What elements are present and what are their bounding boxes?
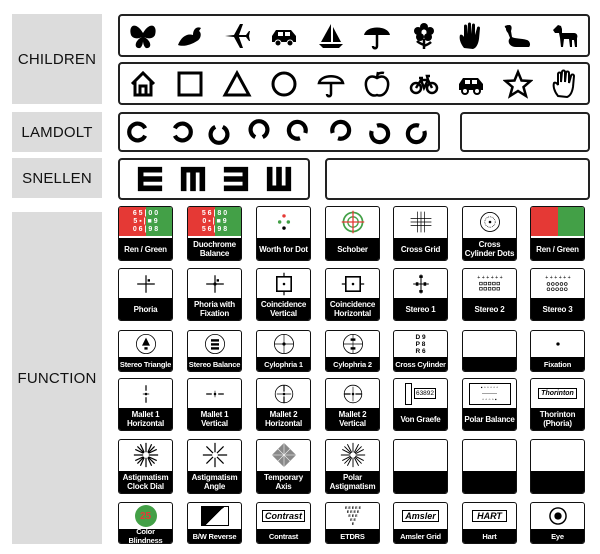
function-card-cylophria-1[interactable] xyxy=(256,330,311,372)
square-icon[interactable] xyxy=(175,69,205,99)
card-label xyxy=(463,357,516,371)
landolt-c-icon[interactable] xyxy=(126,118,154,146)
snellen-3-icon[interactable] xyxy=(222,165,250,193)
svg-text:E E E E E: E E E E E xyxy=(344,505,361,510)
card-pictogram xyxy=(188,269,241,298)
card-label: Temporary Axis xyxy=(257,471,310,493)
svg-text:E: E xyxy=(351,521,354,526)
card-pictogram xyxy=(394,503,447,529)
cross-cylinder-letters: D 9 P 8 R 6 xyxy=(415,333,426,355)
card-pictogram xyxy=(257,503,310,529)
card-label: Von Graefe xyxy=(394,408,447,430)
hart-word: HART xyxy=(472,510,507,522)
children-row-2 xyxy=(118,62,590,105)
card-label: Cross Cylinder Dots xyxy=(464,240,515,258)
landolt-c-icon[interactable] xyxy=(166,118,194,146)
function-card-eye[interactable] xyxy=(530,502,585,544)
landolt-c-icon[interactable] xyxy=(404,118,432,146)
category-function-label: FUNCTION xyxy=(17,369,97,387)
category-function xyxy=(12,212,102,544)
card-label xyxy=(463,471,516,493)
card-pictogram xyxy=(119,379,172,408)
card-pictogram xyxy=(119,269,172,298)
card-pictogram xyxy=(531,440,584,469)
card-label: Astigmatism Angle xyxy=(188,471,241,493)
function-card-polar-balance[interactable] xyxy=(462,378,517,431)
snellen-m-icon[interactable] xyxy=(179,165,207,193)
function-card-b-w-reverse[interactable] xyxy=(187,502,242,544)
function-card-empty[interactable] xyxy=(462,330,517,372)
card-pictogram xyxy=(257,269,310,298)
function-card-empty[interactable] xyxy=(462,439,517,494)
function-card-schober[interactable] xyxy=(325,206,380,261)
function-card-stereo-triangle[interactable] xyxy=(118,330,173,372)
card-label xyxy=(531,471,584,493)
card-label: B/W Reverse xyxy=(188,529,241,543)
hand-icon[interactable] xyxy=(456,21,486,51)
card-label: Stereo 3 xyxy=(531,298,584,320)
apple-icon[interactable] xyxy=(362,69,392,99)
function-card-amsler-grid[interactable] xyxy=(393,502,448,544)
swan-icon[interactable] xyxy=(503,21,533,51)
card-label: Worth for Dot xyxy=(257,238,310,260)
card-pictogram xyxy=(531,331,584,357)
von-graefe-digits: 63892 xyxy=(415,390,435,397)
amsler-word: Amsler xyxy=(402,510,439,522)
card-label: Contrast xyxy=(257,529,310,543)
card-pictogram xyxy=(326,503,379,529)
umbrella-icon[interactable] xyxy=(362,21,392,51)
card-label: Fixation xyxy=(531,357,584,371)
card-pictogram xyxy=(188,379,241,408)
function-card-stereo-2[interactable] xyxy=(462,268,517,321)
card-pictogram xyxy=(257,331,310,357)
svg-text:E E E: E E E xyxy=(347,513,358,518)
card-label: Mallet 2 Horizontal xyxy=(257,408,310,430)
card-label: Duochrome Balance xyxy=(188,238,241,260)
function-card-mallet-1-vertical[interactable] xyxy=(187,378,242,431)
sailboat-icon[interactable] xyxy=(316,21,346,51)
umbrella-outline-icon[interactable] xyxy=(316,69,346,99)
card-pictogram xyxy=(119,503,172,529)
card-label: Eye xyxy=(531,529,584,543)
category-children xyxy=(12,14,102,104)
function-card-stereo-1[interactable] xyxy=(393,268,448,321)
function-card-contrast[interactable] xyxy=(256,502,311,544)
card-label: Mallet 1 Horizontal xyxy=(119,408,172,430)
card-label: Amsler Grid xyxy=(394,529,447,543)
card-label: Stereo 2 xyxy=(463,298,516,320)
snellen-empty-slot[interactable] xyxy=(325,158,590,200)
function-card-phoria-with-fixation[interactable] xyxy=(187,268,242,321)
star-icon[interactable] xyxy=(503,69,533,99)
thorinton-word: Thorinton xyxy=(538,388,577,399)
card-pictogram xyxy=(463,440,516,469)
category-landolt-label: LAMDOLT xyxy=(21,123,93,141)
card-pictogram: ▪ ▫ ▫ ▫ ▫ ▫ ——— ▫ ▫ ▫ ▫ ▪ xyxy=(463,379,516,408)
card-pictogram xyxy=(326,207,379,236)
function-card-color-blindness[interactable] xyxy=(118,502,173,544)
card-label: Stereo 1 xyxy=(394,298,447,320)
card-pictogram xyxy=(326,440,379,469)
card-pictogram xyxy=(463,331,516,357)
landolt-c-icon[interactable] xyxy=(285,118,313,146)
card-label: Cylophria 2 xyxy=(326,357,379,371)
card-pictogram xyxy=(119,440,172,469)
card-pictogram xyxy=(119,331,172,357)
card-label: Mallet 1 Vertical xyxy=(188,408,241,430)
card-label: Coincidence Horizontal xyxy=(326,298,379,320)
svg-text:+ + + + + +: + + + + + + xyxy=(544,274,571,281)
function-card-etdrs[interactable] xyxy=(325,502,380,544)
card-pictogram xyxy=(188,440,241,469)
card-label: ETDRS xyxy=(326,529,379,543)
function-card-cross-grid[interactable] xyxy=(393,206,448,261)
function-card-cross-cylinder-dots[interactable] xyxy=(462,206,517,261)
card-label: Polar Balance xyxy=(463,408,516,430)
function-card-phoria[interactable] xyxy=(118,268,173,321)
category-snellen xyxy=(12,158,102,198)
function-card-coincidence-horizontal[interactable] xyxy=(325,268,380,321)
card-pictogram xyxy=(394,331,447,357)
card-pictogram xyxy=(394,379,447,408)
card-pictogram xyxy=(394,269,447,298)
card-pictogram xyxy=(463,269,516,298)
landolt-c-icon[interactable] xyxy=(205,118,233,146)
card-label: Stereo Balance xyxy=(188,357,241,371)
card-pictogram xyxy=(531,503,584,529)
function-card-astigmatism-clock-dial[interactable] xyxy=(118,439,173,494)
circle-icon[interactable] xyxy=(269,69,299,99)
card-label: Ren / Green xyxy=(531,238,584,260)
card-pictogram xyxy=(188,331,241,357)
category-snellen-label: SNELLEN xyxy=(22,169,92,187)
contrast-word: Contrast xyxy=(262,510,305,522)
card-label: Ren / Green xyxy=(119,238,172,260)
car-icon[interactable] xyxy=(269,21,299,51)
category-landolt xyxy=(12,112,102,152)
bicycle-icon[interactable] xyxy=(409,69,439,99)
snellen-panel xyxy=(118,158,310,200)
card-label: Hart xyxy=(463,529,516,543)
function-card-stereo-3[interactable] xyxy=(530,268,585,321)
function-card-empty[interactable] xyxy=(393,439,448,494)
butterfly-icon[interactable] xyxy=(128,21,158,51)
function-card-stereo-balance[interactable] xyxy=(187,330,242,372)
function-card-temporary-axis[interactable] xyxy=(256,439,311,494)
card-pictogram xyxy=(394,440,447,469)
landolt-panel xyxy=(118,112,440,152)
card-label: Phoria xyxy=(119,298,172,320)
function-card-polar-astigmatism[interactable] xyxy=(325,439,380,494)
function-card-cylophria-2[interactable] xyxy=(325,330,380,372)
house-icon[interactable] xyxy=(128,69,158,99)
function-card-mallet-2-vertical[interactable] xyxy=(325,378,380,431)
function-card-hart[interactable] xyxy=(462,502,517,544)
snellen-w-icon[interactable] xyxy=(265,165,293,193)
landolt-c-icon[interactable] xyxy=(364,118,392,146)
bird-icon[interactable] xyxy=(175,21,205,51)
card-pictogram xyxy=(326,331,379,357)
horse-icon[interactable] xyxy=(550,21,580,51)
color-blindness-number: 25 xyxy=(135,505,157,527)
card-label: Cylophria 1 xyxy=(257,357,310,371)
card-label: Color Blindness xyxy=(119,529,172,543)
card-label: Coincidence Vertical xyxy=(257,298,310,320)
card-label: Cross Cylinder xyxy=(394,357,447,371)
card-pictogram: 5 6 | 8 0 0 ▪ | ■ 9 5 6 | 9 8 xyxy=(188,207,241,236)
car-outline-icon[interactable] xyxy=(456,69,486,99)
svg-text:E E E E: E E E E xyxy=(346,509,359,514)
card-label: Astigmatism Clock Dial xyxy=(119,471,172,493)
card-pictogram xyxy=(531,379,584,408)
card-pictogram xyxy=(257,440,310,469)
landolt-c-icon[interactable] xyxy=(325,118,353,146)
flower-icon[interactable] xyxy=(409,21,439,51)
function-card-worth-for-dot[interactable] xyxy=(256,206,311,261)
card-pictogram xyxy=(531,207,584,236)
card-label: Polar Astigmatism xyxy=(326,471,379,493)
function-card-mallet-2-horizontal[interactable] xyxy=(256,378,311,431)
function-card-astigmatism-angle[interactable] xyxy=(187,439,242,494)
triangle-icon[interactable] xyxy=(222,69,252,99)
function-card-mallet-1-horizontal[interactable] xyxy=(118,378,173,431)
function-card-von-graefe[interactable] xyxy=(393,378,448,431)
function-card-cross-cylinder[interactable] xyxy=(393,330,448,372)
airplane-icon[interactable] xyxy=(222,21,252,51)
children-row-1 xyxy=(118,14,590,57)
svg-text:E E: E E xyxy=(349,517,356,522)
landolt-empty-slot[interactable] xyxy=(460,112,590,152)
hand-outline-icon[interactable] xyxy=(550,69,580,99)
function-card-fixation[interactable] xyxy=(530,330,585,372)
card-pictogram xyxy=(257,207,310,236)
svg-text:+ + + + + +: + + + + + + xyxy=(476,274,503,281)
function-card-coincidence-vertical[interactable] xyxy=(256,268,311,321)
card-pictogram: 6 5 | 0 0 5 ▪ | ■ 9 0 6 | 9 8 xyxy=(119,207,172,236)
card-label: Schober xyxy=(326,238,379,260)
card-pictogram xyxy=(463,207,516,236)
card-label: Cross Grid xyxy=(394,238,447,260)
card-pictogram xyxy=(531,269,584,298)
card-pictogram xyxy=(394,207,447,236)
landolt-c-icon[interactable] xyxy=(245,118,273,146)
card-label: Stereo Triangle xyxy=(119,357,172,371)
card-pictogram xyxy=(463,503,516,529)
card-label: Phoria with Fixation xyxy=(188,298,241,320)
card-label xyxy=(394,471,447,493)
category-children-label: CHILDREN xyxy=(17,50,97,68)
card-label: Thorinton (Phoria) xyxy=(531,408,584,430)
snellen-e-icon[interactable] xyxy=(136,165,164,193)
card-pictogram xyxy=(326,269,379,298)
function-card-ren-green[interactable] xyxy=(118,206,173,261)
function-card-thorinton-phoria[interactable] xyxy=(530,378,585,431)
function-card-duochrome-balance[interactable] xyxy=(187,206,242,261)
card-pictogram xyxy=(257,379,310,408)
function-card-ren-green[interactable] xyxy=(530,206,585,261)
card-pictogram xyxy=(326,379,379,408)
card-pictogram xyxy=(188,503,241,529)
card-label: Mallet 2 Vertical xyxy=(326,408,379,430)
function-card-empty[interactable] xyxy=(530,439,585,494)
